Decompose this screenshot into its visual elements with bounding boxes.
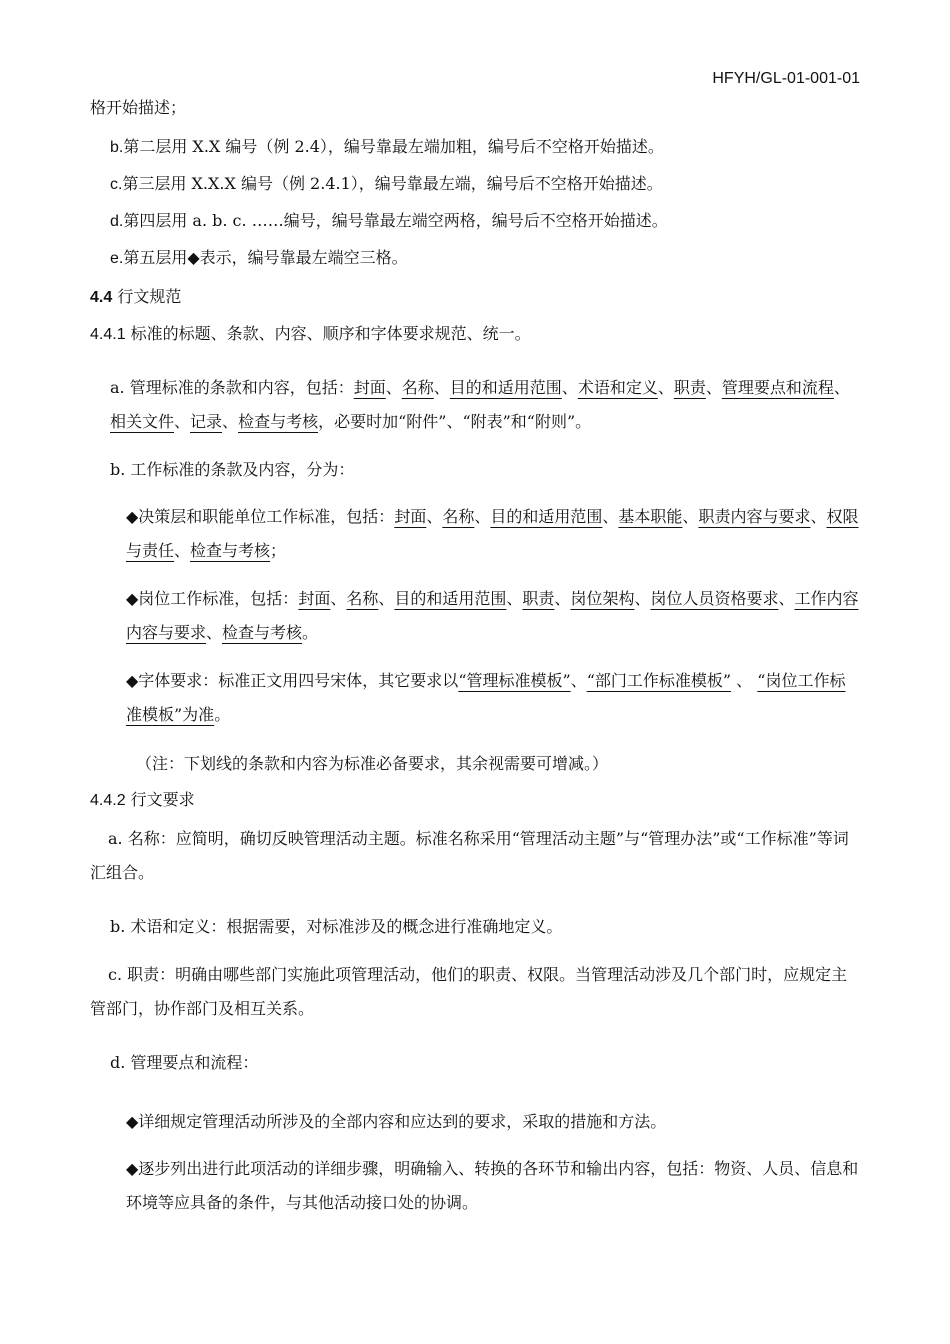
required-item: 封面 [394,507,427,526]
numbering-rule-e: e.第五层用◆表示，编号靠最左端空三格。 [110,248,408,267]
process-detail-1: ◆详细规定管理活动所涉及的全部内容和应达到的要求，采取的措施和方法。 [126,1112,667,1131]
requirement-terms: b. 术语和定义：根据需要，对标准涉及的概念进行准确地定义。 [110,917,563,936]
required-item: 封面 [353,378,386,397]
paragraph-decision-layer: ◆决策层和职能单位工作标准，包括：封面、名称、目的和适用范围、基本职能、职责内容与要求、权限与责任、检查与考核； [126,507,859,560]
template-name: “部门工作标准模板” [586,671,732,690]
section-heading-4-4: 4.4 行文规范 [90,287,182,306]
requirement-process: d. 管理要点和流程： [110,1053,259,1072]
required-item: 职责 [522,589,555,608]
required-item: 检查与考核 [222,623,303,642]
required-item: 目的和适用范围 [449,378,562,397]
required-item: 名称 [401,378,434,397]
required-item: 封面 [298,589,331,608]
continued-text: 格开始描述； [90,98,187,117]
required-item: 名称 [346,589,379,608]
paragraph-management-standard: a. 管理标准的条款和内容，包括：封面、名称、目的和适用范围、术语和定义、职责、管理要点和流程、相关文件、记录、检查与考核，必要时加“附件”、“附表”和“附则”。 [110,378,850,431]
required-item: 检查与考核 [238,412,319,431]
required-item: 岗位人员资格要求 [650,589,779,608]
required-item: 目的和适用范围 [490,507,603,526]
required-item: 职责内容与要求 [698,507,811,526]
required-item: 记录 [190,412,223,431]
required-item: 目的和适用范围 [394,589,507,608]
required-item: 相关文件 [110,412,175,431]
required-item: 职责 [673,378,706,397]
numbering-rule-b: b.第二层用 X.X 编号（例 2.4），编号靠最左端加粗，编号后不空格开始描述。 [110,137,664,156]
document-code: HFYH/GL-01-001-01 [712,70,860,87]
template-name: “管理标准模板” [458,671,571,690]
required-item: 基本职能 [618,507,683,526]
paragraph-font-requirement: ◆字体要求：标准正文用四号宋体，其它要求以“管理标准模板”、“部门工作标准模板” 、 “岗位工作标准模板”为准。 [126,671,846,724]
note-text: （注：下划线的条款和内容为标准必备要求，其余视需要可增减。） [136,754,609,773]
required-item: 岗位架构 [570,589,635,608]
requirement-name: a. 名称：应简明，确切反映管理活动主题。标准名称采用“管理活动主题”与“管理办法”或“工作标准”等词汇组合。 [90,829,849,882]
paragraph-post-standard: ◆岗位工作标准，包括：封面、名称、目的和适用范围、职责、岗位架构、岗位人员资格要求、工作内容内容与要求、检查与考核。 [126,589,859,642]
template-name: “岗位工作标准模板”为准 [126,671,846,724]
required-item: 管理要点和流程 [721,378,834,397]
paragraph-work-standard: b. 工作标准的条款及内容，分为： [110,460,355,479]
requirement-responsibility: c. 职责：明确由哪些部门实施此项管理活动，他们的职责、权限。当管理活动涉及几个部门时，应规定主管部门，协作部门及相互关系。 [90,965,848,1018]
process-detail-2: ◆逐步列出进行此项活动的详细步骤，明确输入、转换的各环节和输出内容，包括：物资、人员、信息和环境等应具备的条件，与其他活动接口处的协调。 [126,1159,859,1212]
required-item: 名称 [442,507,475,526]
required-item: 术语和定义 [577,378,658,397]
section-heading-4-4-1: 4.4.1 标准的标题、条款、内容、顺序和字体要求规范、统一。 [90,324,531,343]
numbering-rule-d: d.第四层用 a. b. c. ……编号，编号靠最左端空两格，编号后不空格开始描述。 [110,211,668,230]
numbering-rule-c: c.第三层用 X.X.X 编号（例 2.4.1），编号靠最左端，编号后不空格开始描述。 [110,174,663,193]
required-item: 工作内容内容与要求 [126,589,859,642]
required-item: 权限与责任 [126,507,859,560]
required-item: 检查与考核 [190,541,271,560]
section-heading-4-4-2: 4.4.2 行文要求 [90,790,195,809]
